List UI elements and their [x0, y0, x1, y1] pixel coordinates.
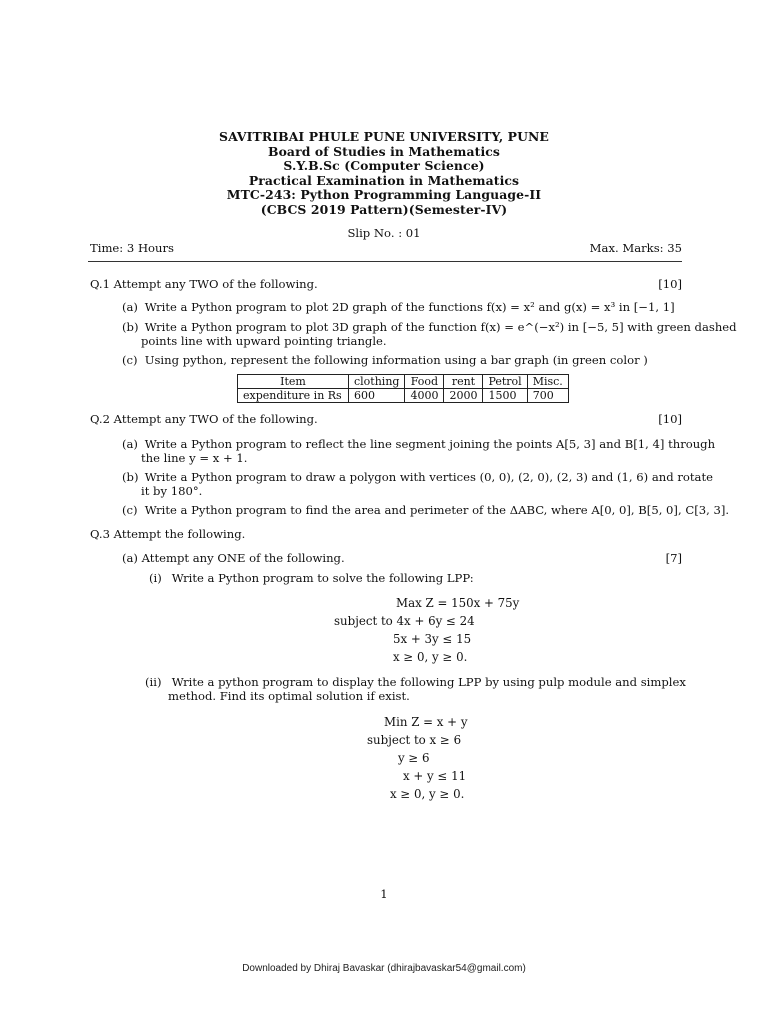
table-row	[238, 389, 569, 403]
q3-a-marks: [7]	[665, 551, 682, 565]
exam-time: Time: 3 Hours	[90, 241, 174, 255]
table-cell: 2000	[444, 389, 483, 403]
exam-title: Practical Examination in Mathematics	[248, 173, 520, 188]
university-title: SAVITRIBAI PHULE PUNE UNIVERSITY, PUNE	[219, 129, 549, 144]
q3-a-title: (a) Attempt any ONE of the following.	[122, 551, 345, 565]
table-cell: 600	[349, 389, 405, 403]
q3-i	[149, 571, 474, 585]
table-cell: 700	[527, 389, 568, 403]
table-header-cell: Item	[238, 375, 349, 389]
lpp1-objective: Max Z = 150x + 75y	[396, 596, 520, 610]
lpp2-constraint: y ≥ 6	[398, 751, 430, 765]
download-footer: Downloaded by Dhiraj Bavaskar (dhirajbavaskar54@gmail.com)	[242, 963, 526, 974]
q3-i-text: Write a Python program to solve the following LPP:	[171, 571, 474, 585]
q2-b-text-2: it by 180°.	[141, 484, 203, 498]
slip-number: Slip No. : 01	[347, 226, 421, 240]
lpp1-constraint: subject to 4x + 6y ≤ 24	[334, 614, 475, 628]
q1-marks: [10]	[658, 277, 682, 291]
q2-b-text-1: Write a Python program to draw a polygon with vertices (0, 0), (2, 0), (2, 3) and (1, 6) and rotate	[144, 470, 713, 484]
table-header-cell: clothing	[349, 375, 405, 389]
max-marks: Max. Marks: 35	[589, 241, 682, 255]
q3-ii-text-2: method. Find its optimal solution if exist.	[168, 689, 410, 703]
table-header-cell: Misc.	[527, 375, 568, 389]
q2-c-label: (c)	[122, 503, 138, 517]
class-title: S.Y.B.Sc (Computer Science)	[283, 158, 485, 173]
q2-a-text-2: the line y = x + 1.	[141, 451, 248, 465]
expenditure-table	[237, 374, 569, 403]
lpp2-constraint: subject to x ≥ 6	[367, 733, 462, 747]
table-header-row	[238, 375, 569, 389]
q3-ii-label: (ii)	[145, 675, 162, 689]
q1-b-label: (b)	[122, 320, 139, 334]
pattern-title: (CBCS 2019 Pattern)(Semester-IV)	[260, 202, 508, 217]
q3-title: Q.3 Attempt the following.	[90, 527, 246, 541]
lpp1-constraint: x ≥ 0, y ≥ 0.	[393, 650, 468, 664]
q3-ii-text-1: Write a python program to display the following LPP by using pulp module and simplex	[171, 675, 686, 689]
q3-i-label: (i)	[149, 571, 162, 585]
table-header-cell: Food	[405, 375, 444, 389]
q2-title: Q.2 Attempt any TWO of the following.	[90, 412, 318, 426]
q2-a-text-1: Write a Python program to reflect the line segment joining the points A[5, 3] and B[1, 4] through	[144, 437, 716, 451]
table-cell: 4000	[405, 389, 444, 403]
header-rule	[88, 261, 682, 262]
table-cell: 1500	[483, 389, 527, 403]
q1-b-text-2: points line with upward pointing triangle.	[141, 334, 387, 348]
q1-title: Q.1 Attempt any TWO of the following.	[90, 277, 318, 291]
lpp2-constraint: x + y ≤ 11	[403, 769, 467, 783]
board-title: Board of Studies in Mathematics	[268, 144, 500, 159]
q1-a-text: Write a Python program to plot 2D graph of the functions f(x) = x² and g(x) = x³ in [−1, 1]	[144, 300, 675, 314]
q1-c-text: Using python, represent the following information using a bar graph (in green color )	[144, 353, 648, 367]
table-cell: expenditure in Rs	[238, 389, 349, 403]
q1-b-text-1: Write a Python program to plot 3D graph of the function f(x) = e^(−x²) in [−5, 5] with green dashed	[144, 320, 737, 334]
table-header-cell: Petrol	[483, 375, 527, 389]
course-title: MTC-243: Python Programming Language-II	[226, 187, 542, 202]
q1-c-label: (c)	[122, 353, 138, 367]
lpp1-constraint: 5x + 3y ≤ 15	[393, 632, 472, 646]
q1-c	[122, 353, 682, 369]
q3-ii	[145, 675, 686, 689]
page-number: 1	[380, 887, 388, 901]
table-header-cell: rent	[444, 375, 483, 389]
q1-a	[122, 300, 682, 316]
q2-marks: [10]	[658, 412, 682, 426]
lpp2-objective: Min Z = x + y	[384, 715, 468, 729]
q2-b-label: (b)	[122, 470, 139, 484]
q2-a-label: (a)	[122, 437, 138, 451]
lpp2-constraint: x ≥ 0, y ≥ 0.	[390, 787, 465, 801]
q2-c	[122, 503, 730, 519]
q1-a-label: (a)	[122, 300, 138, 314]
q2-c-text: Write a Python program to find the area and perimeter of the ΔABC, where A[0, 0], B[5, 0], C[3, 3].	[144, 503, 730, 517]
